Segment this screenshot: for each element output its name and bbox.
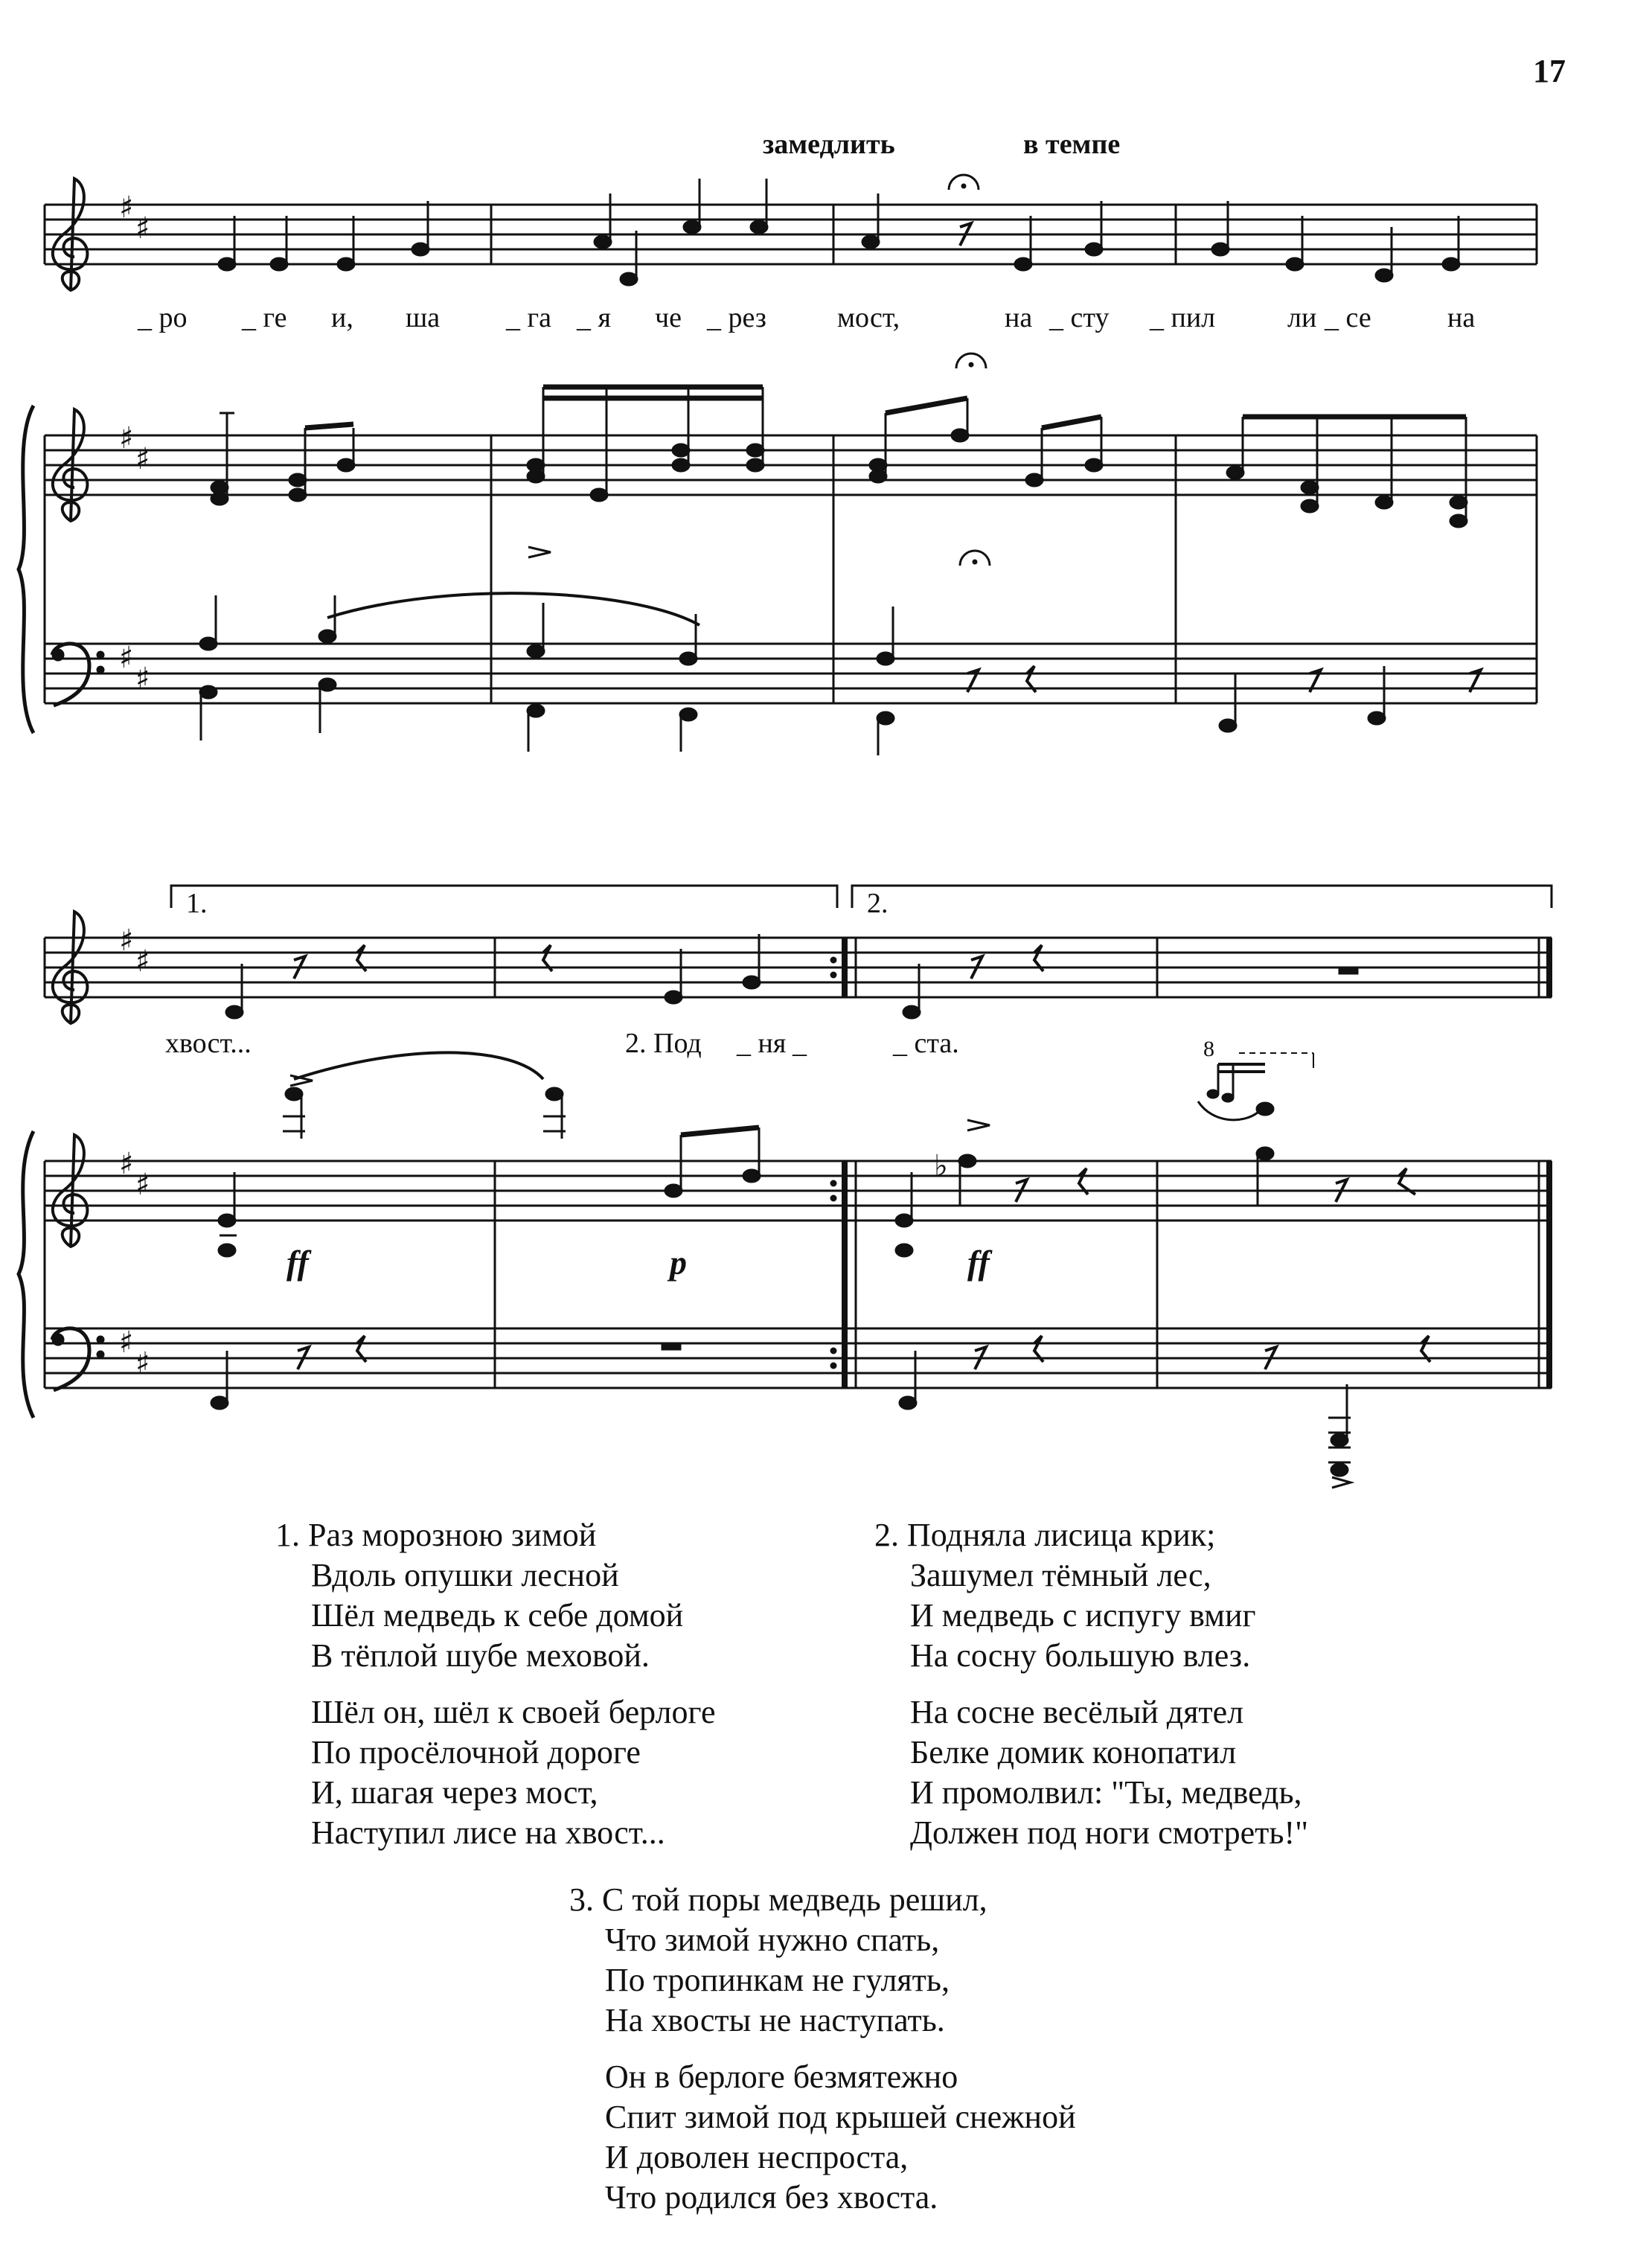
lyric-syllable: хвост... xyxy=(165,1028,252,1059)
verse-line: Шёл медведь к себе домой xyxy=(311,1597,684,1634)
verse-3 xyxy=(569,1880,1076,2218)
verse-line: 2. Подняла лисица крик; xyxy=(874,1517,1216,1553)
verse-line: 3. С той поры медведь решил, xyxy=(569,1881,987,1918)
key-signature xyxy=(119,191,150,696)
lyric-syllable: _ га xyxy=(506,302,551,333)
lyric-syllable: _ сту xyxy=(1049,302,1110,333)
dynamic-p: p xyxy=(670,1244,687,1282)
svg-text:♯: ♯ xyxy=(135,944,150,979)
lyric-syllable: _ я xyxy=(577,302,611,333)
verse-line: 1. Раз морозною зимой xyxy=(275,1517,597,1553)
lyric-syllable: _ рез xyxy=(707,302,766,333)
vocal-staff-1 xyxy=(45,205,1537,264)
lyric-syllable: и, xyxy=(331,302,353,333)
lyric-syllable: _ xyxy=(793,1028,807,1059)
dynamic-ff: ff xyxy=(967,1244,990,1282)
verse-line: На сосну большую влез. xyxy=(910,1637,1251,1674)
page-number: 17 xyxy=(1533,53,1566,89)
verse-line: На сосне весёлый дятел xyxy=(910,1694,1244,1730)
vocal-notes-1 xyxy=(219,179,1459,285)
svg-text:♯: ♯ xyxy=(119,1325,134,1360)
volta-brackets xyxy=(171,886,1552,908)
verse-2 xyxy=(874,1515,1308,1853)
piano-bass-notes-2 xyxy=(211,1343,1351,1488)
lyric-syllable: _ ро xyxy=(138,302,188,333)
svg-text:♯: ♯ xyxy=(135,1168,150,1202)
svg-text:♯: ♯ xyxy=(119,1147,134,1181)
lyric-syllable: на xyxy=(1447,302,1476,333)
lyric-syllable: _ ста. xyxy=(893,1028,959,1059)
vocal-staff-2 xyxy=(45,938,1552,997)
lyric-syllable: _ се xyxy=(1325,302,1371,333)
volta-2-label: 2. xyxy=(867,888,889,919)
verse-line: Шёл он, шёл к своей берлоге xyxy=(311,1694,716,1730)
lyric-syllable: _ пил xyxy=(1150,302,1216,333)
verse-line: По тропинкам не гулять, xyxy=(605,1962,950,1998)
verse-line: Белке домик конопатил xyxy=(910,1734,1237,1770)
dynamic-ff: ff xyxy=(286,1244,309,1282)
verse-line: Что родился без хвоста. xyxy=(605,2179,938,2216)
piano-treble-notes-2 xyxy=(219,1052,1313,1256)
verse-line: И промолвил: "Ты, медведь, xyxy=(910,1774,1302,1811)
verse-line: На хвосты не наступать. xyxy=(605,2002,945,2038)
verse-line: Должен под ноги смотреть!" xyxy=(910,1814,1309,1851)
lyric-syllable: ли xyxy=(1287,302,1317,333)
svg-text:♯: ♯ xyxy=(135,211,150,246)
svg-text:♯: ♯ xyxy=(135,1346,150,1381)
treble-clef xyxy=(53,179,88,521)
octave-mark: 8 xyxy=(1203,1037,1214,1061)
lyric-syllable: _ ге xyxy=(242,302,287,333)
lyric-syllable: че xyxy=(655,302,682,333)
verse-line: Зашумел тёмный лес, xyxy=(910,1557,1211,1593)
lyric-syllable: 2. Под xyxy=(625,1028,702,1059)
lyric-syllable: на xyxy=(1005,302,1033,333)
lyric-syllable: мост, xyxy=(837,302,900,333)
svg-text:♭: ♭ xyxy=(934,1149,948,1183)
svg-text:♯: ♯ xyxy=(119,924,134,958)
verse-1 xyxy=(275,1515,716,1853)
svg-text:♯: ♯ xyxy=(119,191,134,225)
verse-line: Он в берлоге безмятежно xyxy=(605,2059,958,2095)
volta-1-label: 1. xyxy=(186,888,208,919)
lyric-syllable: ша xyxy=(406,302,441,333)
tempo-ritardando: замедлить xyxy=(763,129,895,160)
verse-line: И медведь с испугу вмиг xyxy=(910,1597,1256,1634)
piano-treble-staff-2 xyxy=(45,1161,1552,1221)
svg-text:♯: ♯ xyxy=(135,662,150,696)
verse-line: Спит зимой под крышей снежной xyxy=(605,2099,1076,2135)
piano-bass-staff-2 xyxy=(45,1161,1552,1388)
verse-line: В тёплой шубе меховой. xyxy=(311,1637,650,1674)
verse-line: И, шагая через мост, xyxy=(311,1774,598,1811)
piano-treble-notes-1 xyxy=(211,387,1467,527)
vocal-notes-2 xyxy=(226,934,1357,1018)
verse-line: И доволен неспроста, xyxy=(605,2139,909,2175)
lyric-syllable: _ ня xyxy=(737,1028,787,1059)
piano-bass-staff-1 xyxy=(45,435,1537,703)
svg-text:♯: ♯ xyxy=(135,442,150,476)
verse-line: Вдоль опушки лесной xyxy=(311,1557,619,1593)
verse-line: Наступил лисе на хвост... xyxy=(311,1814,665,1851)
svg-text:♯: ♯ xyxy=(119,641,134,675)
verse-line: По просёлочной дороге xyxy=(311,1734,641,1770)
svg-text:♯: ♯ xyxy=(119,421,134,455)
tempo-a-tempo: в темпе xyxy=(1023,129,1121,160)
verse-line: Что зимой нужно спать, xyxy=(605,1922,940,1958)
